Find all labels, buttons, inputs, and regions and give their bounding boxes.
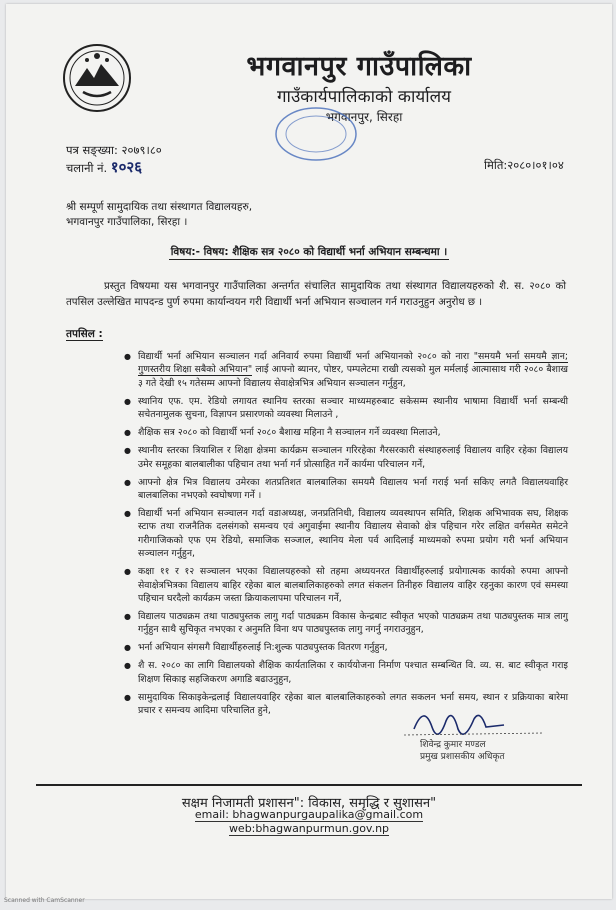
municipality-title: भगवानपुर गाउँपालिका [246,51,472,82]
item-text-pre: विद्यार्थी भर्ना अभियान सञ्चालन गर्दा अनिवार्य रुपमा विद्यार्थी भर्ना अभियानको २०८० को नारा [138,351,474,362]
signatory-block [420,739,505,763]
details-label: तपसिल : [66,328,103,340]
dispatch-value: १०२६ [110,158,142,176]
date-value: २०८०।०१।०४ [507,158,564,172]
address-line: भगवानपुर गाउँपालिका, सिरहा । [66,216,188,228]
list-item: ● स्थानीय स्तरका त्रियाशिल र शिक्षा क्षेत्रमा कार्यक्रम सञ्चालन गरिरहेका गैरसरकारी संस्थाहरुलाई विद्यालय वाहिर रहेका विद्यालय उमेर समूहका बालबालीका पहिचान तथा भर्ना गर्न प्रोत्साहित गर्ने कार्यमा परिचालन गर्ने, [124,444,568,471]
details-heading [66,327,103,341]
date-label: मिति: [484,158,508,172]
list-item: ● भर्ना अभियान संगसगै विद्यार्थीहरुलाई नि:शुल्क पाठ्यपुस्तक वितरण गर्नुहुन, [124,641,568,654]
footer-motto: सक्षम निजामती प्रशासन": विकास, समृद्धि र सुशासन" [181,796,437,811]
signatory-name: शिवेन्द्र कुमार मण्डल [420,740,486,750]
subject-line [6,245,612,259]
details-list [124,350,568,722]
recipient-address [66,200,252,230]
scanner-watermark: Scanned with CamScanner [4,897,85,904]
letter-page [6,4,612,899]
office-location: भगवानपुर, सिरहा [325,110,403,124]
address-line: श्री सम्पूर्ण सामुदायिक तथा संस्थागत विद्यालयहरु, [66,201,253,213]
item-text-post: लाई आफ्नो ब्यानर, पोष्टर, पम्पलेटमा राखी त्यसको मुल मर्मलाई आत्मासाथ गरी २०८० बैशाख ३ गते देखी १५ गतेसम्म आफ्नो विद्यालय सेवाक्षेत्रभित्र अभियान सञ्चालन गर्नुहुन, [138,364,568,389]
ref-value: २०७९।८० [121,143,162,157]
dispatch-label: चलानी नं. [66,161,108,175]
signatory-designation: प्रमुख प्रशासकीय अधिकृत [420,752,505,762]
list-item: ● कक्षा ११ र १२ सञ्चालन भएका विद्यालयहरुको सो तहमा अध्ययनरत विद्यार्थीहरुलाई प्रयोगात्मक कार्यको रुपमा आफ्नो सेवाक्षेत्रभित्रका विद्यालय बाहिर रहेका बाल बालबालिकाहरुको लगत संकलन तिनीहरु विद्यालय वाहिर रहनुका कारण एवं समस्या पहिचान घरदैलो कार्यक्रम जस्ता क्रियाकलापमा परिचालन गर्ने, [124,565,568,605]
list-item: ● शै स. २०८० का लागि विद्यालयको शैक्षिक कार्यतालिका र कार्ययोजना निर्माण पश्चात सम्बन्धित वि. व्य. स. बाट स्वीकृत गराइ शिक्षण सिकाइ सहजिकरण अगाडि बढाउनुहुन, [124,659,568,686]
reference-block [66,142,162,177]
office-round-stamp [256,104,361,174]
web-text[interactable]: web:bhagwanpurmun.gov.np [228,822,390,835]
email-text[interactable]: email: bhagwanpurgaupalika@gmail.com [194,808,424,821]
list-item: ● विद्यार्थी भर्ना अभियान सञ्चालन गर्दा वडाअध्यक्ष, जनप्रतिनिधी, विद्यालय व्यवस्थापन समिति, शिक्षक अभिभावक सघ, शिक्षक स्टाफ तथा राजनैतिक दलसंगको समन्वय एवं अगुवाईमा स्थानीय विद्यालय सेवाको क्षेत्र पहिचान गरेर लक्षित वर्गसमेत समेटने गरीगाजिकको एफ एम रेडियो, समाजिक सञ्जाल, स्थानिय मेला पर्व आदिलाई माध्यमको रुपमा प्रयोग गरी भर्ना अभियान सञ्चालन गर्नुहुन, [124,507,568,561]
footer-web [6,822,612,835]
list-item: ● आफ्नो क्षेत्र भित्र विद्यालय उमेरका शतप्रतिशत बालबालिका समयमै विद्यालय भर्ना गराई भर्ना सकिए लगतै विद्यालयवाहिर बालबालिका नभएको स्वघोषणा गर्ने । [124,476,568,503]
list-item: ● विद्यालय पाठ्यक्रम तथा पाठ्यपुस्तक लागु गर्दा पाठ्यक्रम विकास केन्द्रबाट स्वीकृत भएको पाठ्यक्रम तथा पाठ्यपुस्तक मात्र लागु गर्नुहुन साथै सुचिकृत नभएका र अनुमति विना थप पाठ्यपुस्तक लागु नगर्नु नगराउनुहुन, [124,610,568,637]
footer-divider [36,784,582,786]
subject-text: विषय:- विषय: शैक्षिक सत्र २०८० को विद्यार्थी भर्ना अभियान सम्बन्धमा । [170,246,448,258]
footer-email [6,808,612,821]
list-item: ● शैक्षिक सत्र २०८० को विद्यार्थी भर्ना २०८० बैशाख महिना नै सञ्चालन गर्ने व्यवस्था मिलाउने, [124,426,568,439]
intro-paragraph: प्रस्तुत विषयमा यस भगवानपुर गाउँपालिका अन्तर्गत संचालित सामुदायिक तथा संस्थागत विद्यालयहरुको शै. स. २०८० को तपसिल उल्लेखित मापदन्ड पुर्ण रुपमा कार्यान्वयन गरी विद्यार्थी भर्ना अभियान सञ्चालन गर्न गराउनुहुन अनुरोध छ । [66,281,566,308]
list-item: ● स्थानिय एफ. एम. रेडियो लगायत स्थानिय स्तरका सञ्चार माध्यमहरुबाट सकेसम्म स्थानीय भाषामा विद्यार्थी भर्ना सम्बन्धी सचेतनामुलक सुचना, विज्ञापन प्रसारणको व्यवस्था मिलाउने , [124,395,568,422]
date-block [484,158,564,173]
list-item: ● सामुदायिक सिकाइकेन्द्रलाई विद्यालयवाहिर रहेका बाल बालबालिकाहरुको लगत सकलन भर्ना समय, स्थान र प्रक्रियाका बारेमा प्रचार र समन्वय आदिमा परिचालित हुने, [124,691,568,718]
ref-label: पत्र सङ्ख्या: [66,143,118,157]
slogan-text: "समयमै भर्ना समयमै ज्ञान; गुणस्तरीय शिक्षा सबैको अभियान" [138,351,569,376]
office-subtitle: गाउँकार्यपालिकाको कार्यालय [276,87,452,107]
list-item [124,350,568,390]
